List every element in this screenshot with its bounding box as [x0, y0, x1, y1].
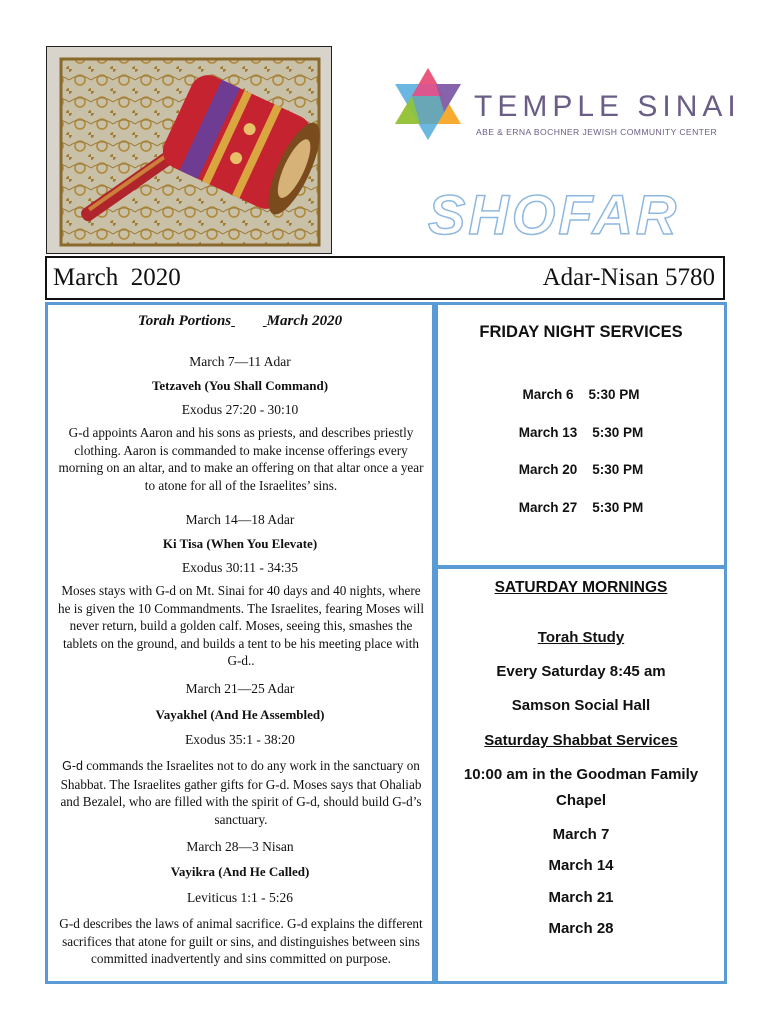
logo-name: TEMPLE SINAI [474, 90, 741, 123]
service-row [438, 425, 724, 440]
saturday-mornings-panel [435, 566, 727, 984]
torah-heading-right: March 2020 [266, 313, 343, 329]
friday-services-panel [435, 302, 727, 568]
portion-summary-text: commands the Israelites not to do any work in the sanctuary on Shabbat. The Israelites gather gifts for G-d. Moses says that Ohaliab and Bezalel, who are filled with the spirit of G-d, should build G-d’s sanctuary. [60, 758, 422, 827]
logo-subtitle: ABE & ERNA BOCHNER JEWISH COMMUNITY CENTER [476, 127, 718, 137]
hebrew-date: Adar-Nisan 5780 [542, 264, 715, 291]
shabbat-services-when: 10:00 am in the Goodman Family Chapel [463, 766, 699, 809]
portion-summary [56, 757, 426, 828]
portion-reading: Exodus 30:11 - 34:35 [181, 560, 299, 575]
grogger-photo [46, 46, 332, 254]
shabbat-date: March 28 [548, 920, 614, 937]
gregorian-date: March 2020 [53, 264, 181, 291]
torah-portions-panel [45, 302, 435, 984]
torah-study-title: Torah Study [537, 629, 625, 646]
torah-heading [48, 313, 432, 330]
portion-dates: March 21—25 Adar [185, 681, 295, 696]
service-row [438, 462, 724, 477]
portion-reading: Exodus 35:1 - 38:20 [185, 732, 295, 747]
portion-name: Tetzaveh (You Shall Command) [151, 378, 329, 393]
date-bar [45, 256, 725, 300]
service-time: 5:30 PM [592, 425, 644, 440]
saturday-title: SATURDAY MORNINGS [494, 579, 668, 596]
portion-summary: G-d appoints Aaron and his sons as priests, and describes priestly clothing. Aaron is commanded to make incense offerings every morning on an altar, and to make an offering on that altar once a year to atone for all of the Israelites’ sins. [58, 425, 424, 493]
portion-reading: Leviticus 1:1 - 5:26 [186, 890, 294, 905]
portion-reading: Exodus 27:20 - 30:10 [181, 402, 299, 417]
shabbat-date: March 7 [552, 826, 610, 843]
service-time: 5:30 PM [592, 500, 644, 515]
portion-summary-prefix: G-d [62, 759, 83, 773]
portion-dates: March 28—3 Nisan [186, 839, 294, 854]
portion-summary: G-d describes the laws of animal sacrifice. G-d explains the different sacrifices that atone for guilt or sins, and distinguishes between sins committed inadvertently and sins committed on purpose. [59, 916, 423, 966]
shabbat-date: March 21 [548, 889, 614, 906]
service-row [438, 500, 724, 515]
service-time: 5:30 PM [588, 387, 640, 402]
portion-dates: March 7—11 Adar [189, 354, 291, 369]
service-time: 5:30 PM [592, 462, 644, 477]
service-date: March 6 [522, 387, 574, 402]
newsletter-title: SHOFAR [428, 183, 680, 246]
service-date: March 13 [518, 425, 578, 440]
portion-name: Vayakhel (And He Assembled) [155, 707, 325, 722]
shabbat-services-title: Saturday Shabbat Services [484, 732, 678, 749]
shabbat-date: March 14 [548, 857, 614, 874]
portion-name: Vayikra (And He Called) [170, 864, 310, 879]
service-date: March 27 [518, 500, 578, 515]
torah-heading-left: Torah Portions [137, 313, 232, 329]
grogger-image [47, 47, 332, 254]
star-of-david-icon [388, 64, 468, 144]
service-row [438, 387, 724, 402]
portion-summary: Moses stays with G-d on Mt. Sinai for 40 days and 40 nights, where he is given the 10 Commandments. The Israelites, fearing Moses will never return, build a golden calf. Moses, seeing this, smashes the tablets on the ground, and builds a tent to be his meeting place with G-d.. [57, 583, 424, 668]
torah-study-where: Samson Social Hall [511, 697, 651, 714]
portion-dates: March 14—18 Adar [185, 512, 295, 527]
service-date: March 20 [518, 462, 578, 477]
torah-study-when: Every Saturday 8:45 am [496, 663, 666, 680]
temple-sinai-logo [388, 64, 741, 144]
portion-name: Ki Tisa (When You Elevate) [162, 536, 318, 551]
friday-title: FRIDAY NIGHT SERVICES [479, 323, 683, 341]
